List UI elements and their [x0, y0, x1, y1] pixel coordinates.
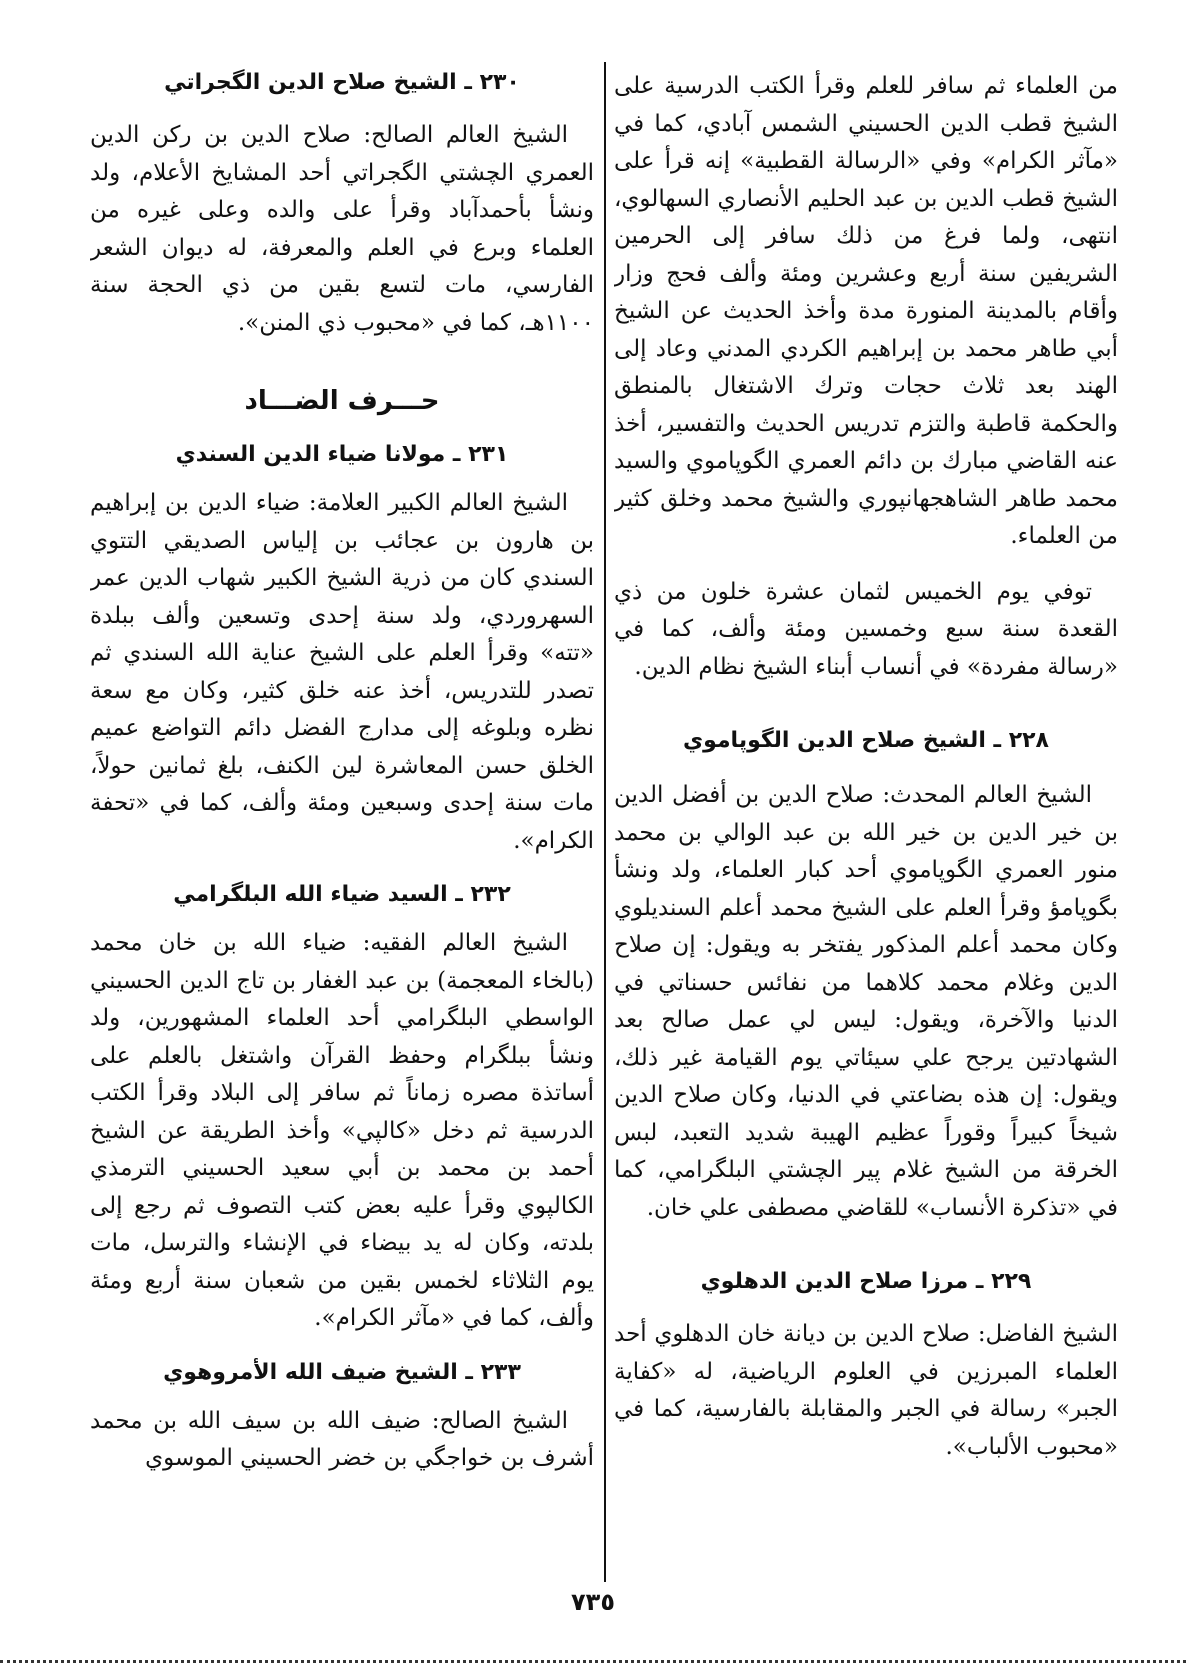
footer-dotted-rule [0, 1660, 1186, 1663]
entry-232-text: الشيخ العالم الفقيه: ضياء الله بن خان محمد (بالخاء المعجمة) بن عبد الغفار بن تاج الدين الحسيني الواسطي البلگرامي أحد العلماء المشهورين، ولد ونشأ ببلگرام وحفظ القرآن واشتغل بالعلم على أساتذة مصره زماناً ثم سافر إلى البلاد وقرأ الكتب الدرسية ثم دخل «كالپي» وأخذ الطريقة عن الشيخ أحمد بن محمد بن أبي سعيد الحسيني الترمذي الكالپوي وقرأ عليه بعض كتب التصوف ثم رجع إلى بلدته، وكان له يد بيضاء في الإنشاء والترسل، مات يوم الثلاثاء لخمس بقين من شعبان سنة أربع ومئة وألف، كما في «مآثر الكرام». [90, 930, 594, 1331]
entry-231-heading: ٢٣١ ـ مولانا ضياء الدين السندي [175, 442, 509, 467]
entry-233-text: الشيخ الصالح: ضيف الله بن سيف الله بن محمد أشرف بن خواجگي بن خضر الحسيني الموسوي [90, 1407, 594, 1471]
entry-232-heading: ٢٣٢ ـ السيد ضياء الله البلگرامي [173, 882, 511, 907]
entry-229-text: الشيخ الفاضل: صلاح الدين بن ديانة خان الدهلوي أحد العلماء المبرزين في العلوم الرياضية، له «كفاية الجبر» رسالة في الجبر والمقابلة بالفارسية، كما في «محبوب الألباب». [614, 1321, 1118, 1460]
left-column [90, 58, 594, 1618]
column-divider [604, 62, 606, 1582]
entry-228-text: الشيخ العالم المحدث: صلاح الدين بن أفضل الدين بن خير الدين بن خير الله بن عبد الوالي بن محمد منور العمري الگوپاموي أحد كبار العلماء، ولد ونشأ بگوپامؤ وقرأ العلم على الشيخ محمد أعلم السنديلوي وكان محمد أعلم المذكور يفتخر به ويقول: إن صلاح الدين وغلام محمد كلاهما من نفائس حسناتي في الدنيا والآخرة، ويقول: ليس لي عمل صالح بعد الشهادتين يرجح علي سيئاتي يوم القيامة غير ذلك، ويقول: إن هذه بضاعتي في الدنيا، وكان صلاح الدين شيخاً كبيراً وقوراً عظيم الهيبة شديد التعبد، لبس الخرقة من الشيخ غلام پير الچشتي البلگرامي، كما في «تذكرة الأنساب» للقاضي مصطفى علي خان. [614, 782, 1118, 1221]
entry-227-death-text: توفي يوم الخميس لثمان عشرة خلون من ذي القعدة سنة سبع وخمسين ومئة وألف، كما في «رسالة مفردة» في أنساب أبناء الشيخ نظام الدين. [614, 578, 1118, 680]
entry-228-heading: ٢٢٨ ـ الشيخ صلاح الدين الگوپاموي [682, 728, 1049, 753]
entry-230-text: الشيخ العالم الصالح: صلاح الدين بن ركن الدين العمري الچشتي الگجراتي أحد المشايخ الأعلام، ولد ونشأ بأحمدآباد وقرأ على والده وعلى غيره من العلماء وبرع في العلم والمعرفة، له ديوان الشعر الفارسي، مات لتسع بقين من ذي الحجة سنة ١١٠٠هـ، كما في «محبوب ذي المنن». [90, 122, 594, 336]
entry-229-heading: ٢٢٩ ـ مرزا صلاح الدين الدهلوي [700, 1269, 1032, 1294]
section-heading: حـــرف الضـــاد [244, 386, 440, 416]
right-column [614, 58, 1118, 1618]
entry-231-text: الشيخ العالم الكبير العلامة: ضياء الدين بن إبراهيم بن هارون بن عجائب بن إلياس الصديقي التتوي السندي كان من ذرية الشيخ الكبير شهاب الدين عمر السهروردي، ولد سنة إحدى وتسعين وألف ببلدة «تته» وقرأ العلم على الشيخ عناية الله السندي ثم تصدر للتدريس، أخذ عنه خلق كثير، وكان مع سعة نظره وبلوغه إلى مدارج الفضل دائم التواضع عميم الخلق حسن المعاشرة لين الكنف، بلغ ثمانين حولاً، مات سنة إحدى وسبعين ومئة وألف، كما في «تحفة الكرام». [90, 490, 594, 854]
page-number: ٧٣٥ [571, 1588, 615, 1616]
entry-233-heading: ٢٣٣ ـ الشيخ ضيف الله الأمروهوي [163, 1359, 521, 1385]
entry-227-continued-text: من العلماء ثم سافر للعلم وقرأ الكتب الدرسية على الشيخ قطب الدين الحسيني الشمس آبادي، كما في «مآثر الكرام» وفي «الرسالة القطبية» إنه قرأ على الشيخ قطب الدين بن عبد الحليم الأنصاري السهالوي، انتهى، ولما فرغ من ذلك سافر إلى الحرمين الشريفين سنة أربع وعشرين ومئة وألف فحج وزار وأقام بالمدينة المنورة مدة وأخذ الحديث عن الشيخ أبي طاهر محمد بن إبراهيم الكردي المدني وعاد إلى الهند بعد ثلاث حجات وترك الاشتغال بالمنطق والحكمة قاطبة والتزم تدريس الحديث والتفسير، أخذ عنه القاضي مبارك بن دائم العمري الگوپاموي والسيد محمد طاهر الشاهجهانپوري والشيخ محمد وخلق كثير من العلماء. [614, 73, 1118, 549]
entry-230-heading: ٢٣٠ ـ الشيخ صلاح الدين الگجراتي [164, 70, 520, 95]
